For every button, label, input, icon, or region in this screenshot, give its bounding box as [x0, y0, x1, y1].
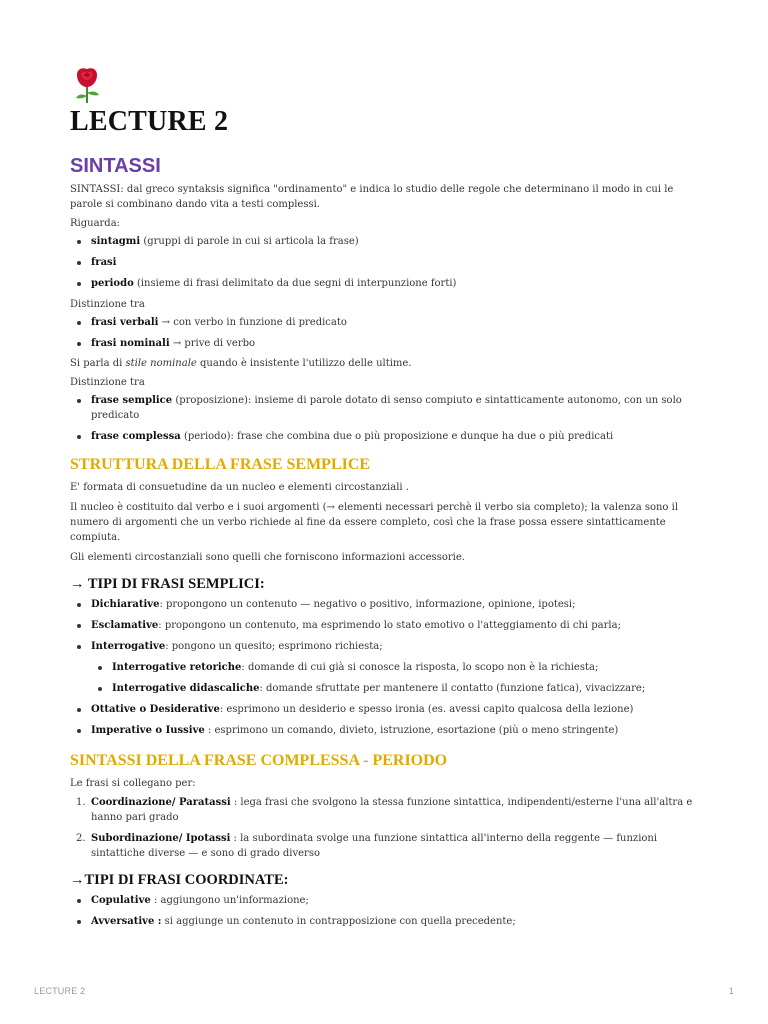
document-body: [70, 152, 698, 929]
list-item: Interrogative didascaliche: domande sfruttate per mantenere il contatto (funzione fatica), vivacizzare;: [91, 681, 698, 696]
paragraph: Le frasi si collegano per:: [70, 778, 196, 789]
list-item: Interrogative retoriche: domande di cui già si conosce la risposta, lo scopo non è la richiesta;: [91, 660, 698, 675]
heading-tipi-semplici: → TIPI DI FRASI SEMPLICI:: [70, 576, 265, 592]
interrogative-sublist: [91, 660, 698, 696]
list-item: frasi verbali → con verbo in funzione di predicato: [70, 315, 698, 330]
paragraph: Il nucleo è costituito dal verbo e i suoi argomenti (→ elementi necessari perchè il verbo sia completo); la valenza sono il numero di argomenti che un verbo richiede al fine da essere completo, così che la frase possa essere sintatticamente compiuta.: [70, 502, 679, 543]
complessa-list: [70, 795, 698, 861]
list-item: periodo (insieme di frasi delimitato da due segni di interpunzione forti): [70, 276, 698, 291]
tipi-semplici-list: [70, 597, 698, 738]
list-item: Interrogative: pongono un quesito; esprimono richiesta; Interrogative retoriche: domande di cui già si conosce la risposta, lo scopo non è la richiesta; Interrogative didascaliche: domande sfruttate per mantenere il contatto (funzione fatica), vivacizzare;: [70, 639, 698, 696]
paragraph: E' formata di consuetudine da un nucleo e elementi circostanziali .: [70, 482, 409, 493]
page-number: 1: [728, 986, 734, 996]
riguarda-label: Riguarda:: [70, 218, 121, 229]
list-item: frasi: [70, 255, 698, 270]
list-item: frase semplice (proposizione): insieme di parole dotato di senso compiuto e sintatticamente autonomo, con un solo predicato: [70, 393, 698, 423]
list-item: Dichiarative: propongono un contenuto — negativo o positivo, informazione, opinione, ipotesi;: [70, 597, 698, 612]
distinzione-label: Distinzione tra: [70, 299, 145, 310]
heading-struttura: STRUTTURA DELLA FRASE SEMPLICE: [70, 456, 371, 473]
list-item: Esclamative: propongono un contenuto, ma esprimendo lo stato emotivo o l'atteggiamento di chi parla;: [70, 618, 698, 633]
heading-complessa: SINTASSI DELLA FRASE COMPLESSA - PERIODO: [70, 752, 448, 769]
list-item: Copulative : aggiungono un'informazione;: [70, 893, 698, 908]
rose-icon: [70, 66, 104, 104]
riguarda-list: [70, 234, 698, 291]
list-item: frase complessa (periodo): frase che combina due o più proposizione e dunque ha due o più predicati: [70, 429, 698, 444]
footer-title: LECTURE 2: [34, 986, 86, 996]
distinzione-list: [70, 315, 698, 351]
stile-nominale-text: Si parla di stile nominale quando è insistente l'utilizzo delle ultime.: [70, 358, 412, 369]
list-item: frasi nominali → prive di verbo: [70, 336, 698, 351]
frase-list: [70, 393, 698, 444]
heading-tipi-coordinate: →TIPI DI FRASI COORDINATE:: [70, 872, 289, 888]
list-item: Imperative o Iussive : esprimono un comando, divieto, istruzione, esortazione (più o meno stringente): [70, 723, 698, 738]
page-title: LECTURE 2: [70, 106, 229, 137]
list-item: 2. Subordinazione/ Ipotassi : la subordinata svolge una funzione sintattica all'interno della reggente — funzioni sintattiche diverse — e sono di grado diverso: [76, 833, 658, 859]
list-item: sintagmi (gruppi di parole in cui si articola la frase): [70, 234, 698, 249]
heading-sintassi: SINTASSI: [70, 155, 161, 177]
sintassi-definition: SINTASSI: dal greco syntaksis significa "ordinamento" e indica lo studio delle regole che determinano il modo in cui le parole si combinano dando vita a testi complessi.: [70, 184, 674, 210]
coordinate-list: [70, 893, 698, 929]
list-item: 1. Coordinazione/ Paratassi : lega frasi che svolgono la stessa funzione sintattica, indipendenti/esterne l'una all'altra e hanno pari grado: [76, 797, 693, 823]
distinzione-label: Distinzione tra: [70, 377, 145, 388]
list-item: Avversative : si aggiunge un contenuto in contrapposizione con quella precedente;: [70, 914, 698, 929]
list-item: Ottative o Desiderative: esprimono un desiderio e spesso ironia (es. avessi capito qualcosa della lezione): [70, 702, 698, 717]
paragraph: Gli elementi circostanziali sono quelli che forniscono informazioni accessorie.: [70, 552, 465, 563]
